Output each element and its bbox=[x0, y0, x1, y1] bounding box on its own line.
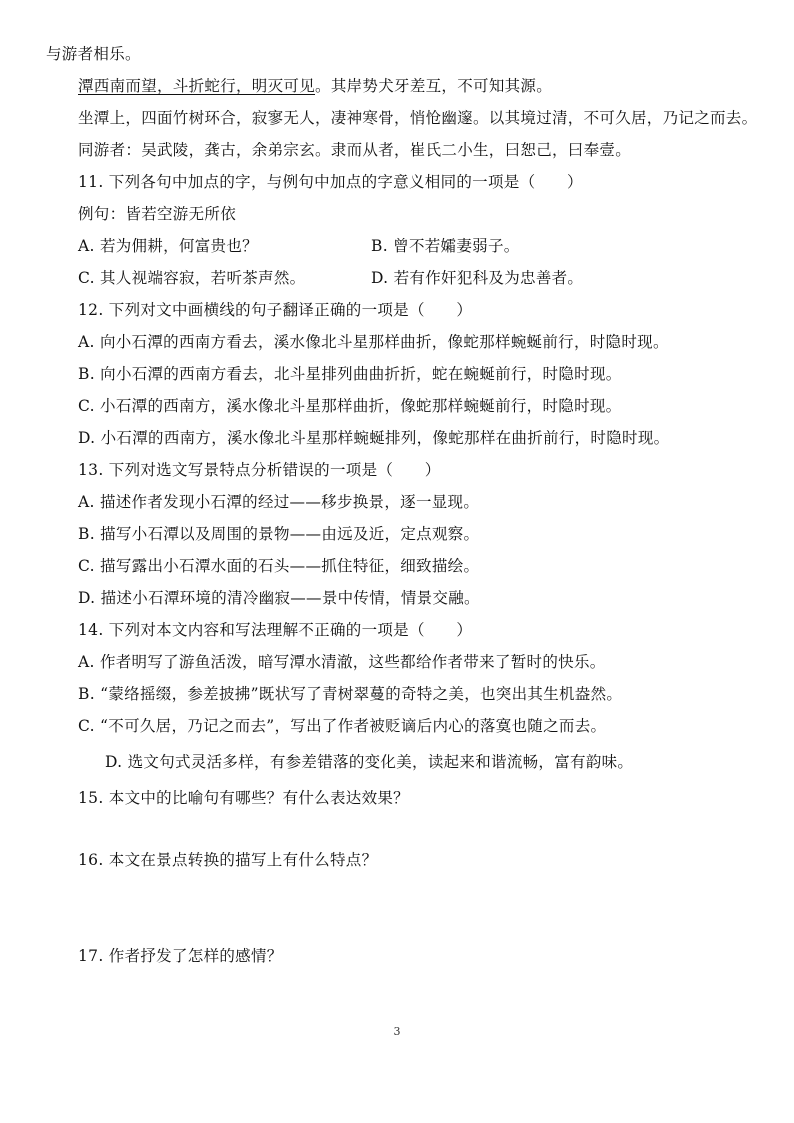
question-11-option-a: A. 若为佣耕，何富贵也？ bbox=[78, 237, 258, 255]
question-12-option-b: B. 向小石潭的西南方看去，北斗星排列曲曲折折，蛇在蜿蜒前行，时隐时现。 bbox=[78, 365, 622, 383]
question-14-option-a: A. 作者明写了游鱼活泼，暗写潭水清澈，这些都给作者带来了暂时的快乐。 bbox=[78, 653, 606, 671]
question-11-row-ab bbox=[78, 236, 778, 256]
question-13-option-c: C. 描写露出小石潭水面的石头——抓住特征，细致描绘。 bbox=[78, 557, 480, 575]
question-13-option-d: D. 描述小石潭环境的清冷幽寂——景中传情，情景交融。 bbox=[78, 589, 480, 607]
question-12-option-a: A. 向小石潭的西南方看去，溪水像北斗星那样曲折，像蛇那样蜿蜒前行，时隐时现。 bbox=[78, 333, 669, 351]
question-11-option-c: C. 其人视端容寂，若听茶声然。 bbox=[78, 269, 306, 287]
underlined-sentence: 潭西南而望，斗折蛇行，明灭可见 bbox=[78, 77, 316, 95]
question-12-stem: 12. 下列对文中画横线的句子翻译正确的一项是（ ） bbox=[78, 301, 473, 319]
question-17: 17. 作者抒发了怎样的感情？ bbox=[78, 947, 283, 965]
question-11-option-b: B. 曾不若孀妻弱子。 bbox=[371, 237, 520, 255]
question-11-option-d: D. 若有作奸犯科及为忠善者。 bbox=[371, 269, 584, 287]
question-11-row-cd bbox=[78, 268, 778, 288]
question-15: 15. 本文中的比喻句有哪些？有什么表达效果？ bbox=[78, 789, 409, 807]
question-14-option-b: B. “蒙络摇缀，参差披拂”既状写了青树翠蔓的奇特之美，也突出其生机盎然。 bbox=[78, 685, 623, 703]
question-11-example: 例句：皆若空游无所依 bbox=[78, 205, 237, 223]
question-16: 16. 本文在景点转换的描写上有什么特点？ bbox=[78, 851, 378, 869]
question-13-stem: 13. 下列对选文写景特点分析错误的一项是（ ） bbox=[78, 461, 441, 479]
passage-line-3: 坐潭上，四面竹树环合，寂寥无人，凄神寒骨，悄怆幽邃。以其境过清，不可久居，乃记之而去。 bbox=[78, 109, 758, 127]
question-12-option-d: D. 小石潭的西南方，溪水像北斗星那样蜿蜒排列，像蛇那样在曲折前行，时隐时现。 bbox=[78, 429, 670, 447]
question-13-option-a: A. 描述作者发现小石潭的经过——移步换景，逐一显现。 bbox=[78, 493, 480, 511]
passage-line-1: 与游者相乐。 bbox=[46, 45, 141, 63]
question-13-option-b: B. 描写小石潭以及周围的景物——由远及近，定点观察。 bbox=[78, 525, 480, 543]
passage-line-2 bbox=[78, 76, 552, 96]
question-12-option-c: C. 小石潭的西南方，溪水像北斗星那样曲折，像蛇那样蜿蜒前行，时隐时现。 bbox=[78, 397, 622, 415]
question-14-option-c: C. “不可久居，乃记之而去”，写出了作者被贬谪后内心的落寞也随之而去。 bbox=[78, 717, 607, 735]
passage-line-2-rest: 。其岸势犬牙差互，不可知其源。 bbox=[315, 77, 553, 95]
question-14-option-d: D. 选文句式灵活多样，有参差错落的变化美，读起来和谐流畅，富有韵味。 bbox=[105, 753, 634, 771]
passage-line-4: 同游者：吴武陵，龚古，余弟宗玄。隶而从者，崔氏二小生，曰恕己，曰奉壹。 bbox=[78, 141, 632, 159]
page-number: 3 bbox=[393, 1025, 401, 1038]
question-11-stem: 11. 下列各句中加点的字，与例句中加点的字意义相同的一项是（ ） bbox=[78, 173, 583, 191]
question-14-stem: 14. 下列对本文内容和写法理解不正确的一项是（ ） bbox=[78, 621, 473, 639]
